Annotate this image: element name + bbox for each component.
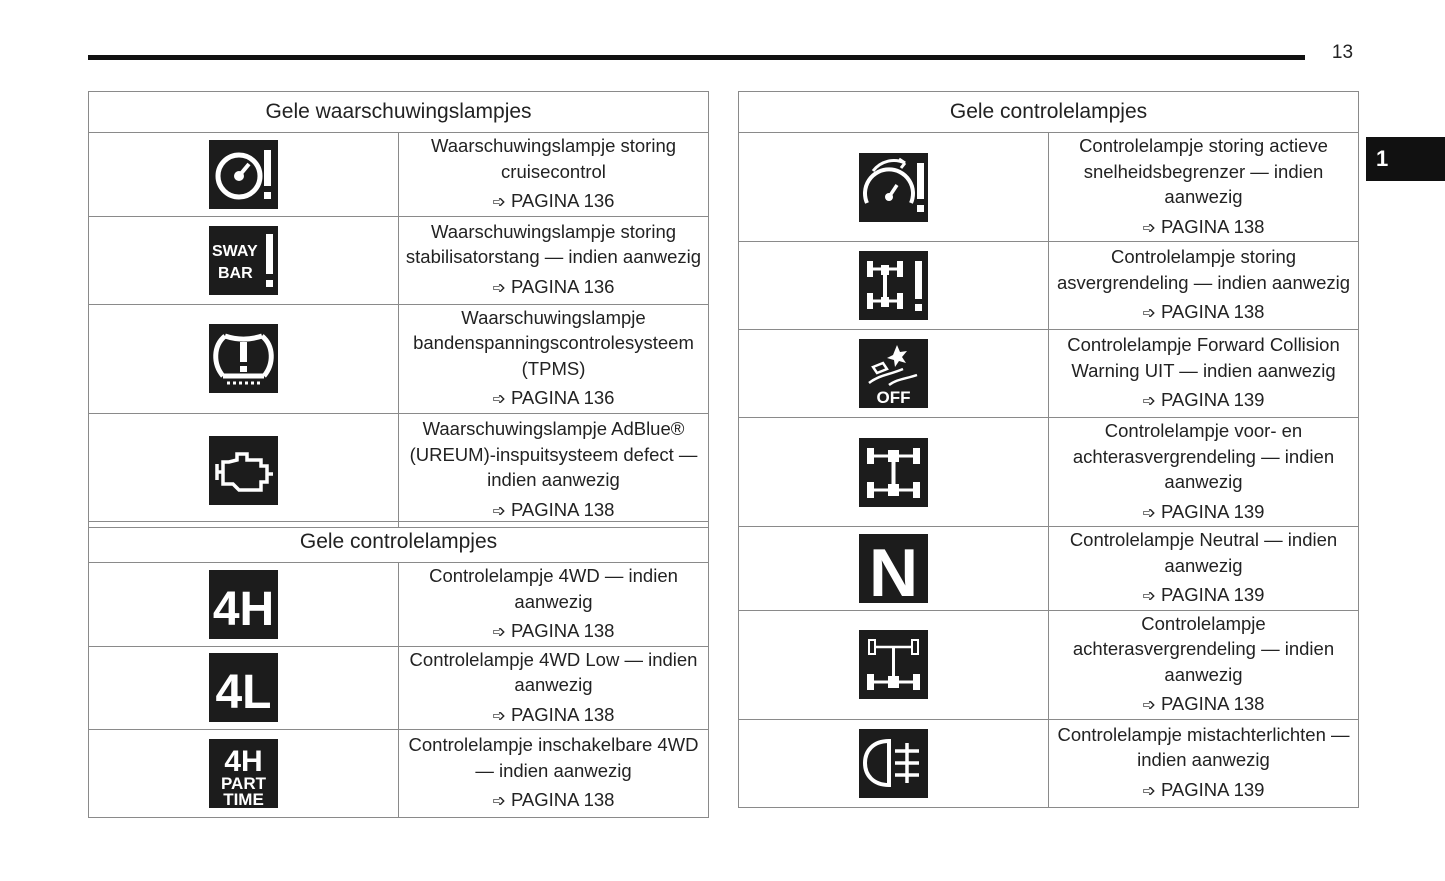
table-title: Gele waarschuwingslampjes <box>89 92 709 133</box>
lamp-description: Controlelampje voor- en achterasvergrendeling — indien aanwezig <box>1072 420 1335 492</box>
lamp-description: Controlelampje inschakelbare 4WD — indien aanwezig <box>408 734 699 781</box>
4l-icon <box>209 653 278 722</box>
page-reference[interactable]: ➩ PAGINA 139 <box>1049 582 1358 610</box>
table-row <box>739 330 1359 418</box>
table-row <box>89 413 709 527</box>
cruise-control-fault-icon <box>209 140 278 209</box>
table-row <box>89 304 709 413</box>
page-reference[interactable]: ➩ PAGINA 138 <box>1049 214 1358 242</box>
svg-text:4H: 4H <box>224 745 263 778</box>
arrow-right-icon: ➩ <box>1142 588 1156 605</box>
table-row <box>739 242 1359 330</box>
arrow-right-icon: ➩ <box>492 707 506 725</box>
lamp-description: Controlelampje storing asvergrendeling — indien aanwezig <box>1056 246 1351 293</box>
lamp-description: Controlelampje mistachterlichten — indien aanwezig <box>1057 723 1350 771</box>
arrow-right-icon: ➩ <box>1142 504 1156 522</box>
svg-text:N: N <box>868 534 919 603</box>
lamp-description: Waarschuwingslampje bandenspanningscontrolesysteem (TPMS) <box>413 306 694 379</box>
svg-text:4L: 4L <box>215 666 272 720</box>
neutral-icon <box>859 534 928 603</box>
axle-lock-fault-icon <box>859 251 928 320</box>
svg-text:PART: PART <box>220 774 267 793</box>
page-reference[interactable]: ➩ PAGINA 138 <box>399 497 708 525</box>
page-reference[interactable]: ➩ PAGINA 136 <box>399 385 708 413</box>
arrow-right-icon: ➩ <box>492 624 506 641</box>
page-reference[interactable]: ➩ PAGINA 139 <box>1049 777 1358 805</box>
arrow-right-icon: ➩ <box>1142 393 1156 411</box>
lamp-description: Controlelampje 4WD Low — indien aanwezig <box>409 648 698 695</box>
svg-text:OFF: OFF <box>876 388 911 407</box>
arrow-right-icon: ➩ <box>492 391 506 408</box>
table-row <box>89 730 709 818</box>
warning-lamps-table <box>88 91 709 528</box>
table-title: Gele controlelampjes <box>89 522 709 563</box>
indicator-lamps-table-right <box>738 91 1359 808</box>
lamp-description: Controlelampje storing actieve snelheidsbegrenzer — indien aanwezig <box>1079 135 1328 207</box>
svg-text:BAR: BAR <box>218 264 253 282</box>
page-reference[interactable]: ➩ PAGINA 138 <box>1049 691 1358 719</box>
lamp-description: Controlelampje 4WD — indien aanwezig <box>429 565 678 612</box>
lamp-description: Controlelampje Neutral — indien aanwezig <box>1069 529 1338 576</box>
table-row <box>739 133 1359 242</box>
lamp-description: Controlelampje Forward Collision Warning UIT — indien aanwezig <box>1067 334 1340 381</box>
page-reference[interactable]: ➩ PAGINA 136 <box>399 188 708 216</box>
table-row <box>739 527 1359 611</box>
table-row <box>739 610 1359 719</box>
table-row <box>89 133 709 217</box>
page-number: 13 <box>1331 42 1354 63</box>
page-reference[interactable]: ➩ PAGINA 139 <box>1049 387 1358 415</box>
4h-part-time-icon <box>209 739 278 808</box>
arrow-right-icon: ➩ <box>1142 697 1156 714</box>
table-row <box>739 418 1359 527</box>
arrow-right-icon: ➩ <box>492 194 506 211</box>
rear-axle-lock-icon <box>859 630 928 699</box>
table-title: Gele controlelampjes <box>739 92 1359 133</box>
engine-icon <box>209 436 278 505</box>
svg-text:SWAY: SWAY <box>212 242 258 260</box>
table-row <box>89 646 709 730</box>
table-row <box>89 563 709 647</box>
page-reference[interactable]: ➩ PAGINA 138 <box>1049 299 1358 327</box>
lamp-description: Controlelampje achterasvergrendeling — indien aanwezig <box>1072 612 1335 685</box>
page-reference[interactable]: ➩ PAGINA 139 <box>1049 499 1358 527</box>
page-reference[interactable]: ➩ PAGINA 138 <box>399 787 708 815</box>
tpms-icon <box>209 324 278 393</box>
lamp-description: Waarschuwingslampje storing cruisecontrol <box>430 135 677 182</box>
arrow-right-icon: ➩ <box>492 279 506 297</box>
arrow-right-icon: ➩ <box>492 793 506 811</box>
arrow-right-icon: ➩ <box>1142 782 1156 800</box>
4h-icon <box>209 570 278 639</box>
rear-fog-light-icon <box>859 729 928 798</box>
svg-text:TIME: TIME <box>223 790 264 808</box>
sway-bar-fault-icon <box>209 226 278 295</box>
lamp-description: Waarschuwingslampje AdBlue® (UREUM)-inspuitsysteem defect — indien aanwezig <box>409 418 698 490</box>
page-reference[interactable]: ➩ PAGINA 136 <box>399 274 708 302</box>
table-row <box>89 216 709 304</box>
chapter-tab: 1 <box>1366 137 1445 181</box>
top-rule <box>88 55 1305 60</box>
speed-limiter-fault-icon <box>859 153 928 222</box>
forward-collision-off-icon <box>859 339 928 408</box>
arrow-right-icon: ➩ <box>1142 219 1156 237</box>
arrow-right-icon: ➩ <box>1142 305 1156 323</box>
table-row <box>739 719 1359 807</box>
front-rear-axle-lock-icon <box>859 438 928 507</box>
arrow-right-icon: ➩ <box>492 502 506 520</box>
lamp-description: Waarschuwingslampje storing stabilisatorstang — indien aanwezig <box>405 220 702 268</box>
svg-text:4H: 4H <box>212 582 275 636</box>
page-reference[interactable]: ➩ PAGINA 138 <box>399 618 708 646</box>
indicator-lamps-table <box>88 521 709 818</box>
page-reference[interactable]: ➩ PAGINA 138 <box>399 702 708 730</box>
